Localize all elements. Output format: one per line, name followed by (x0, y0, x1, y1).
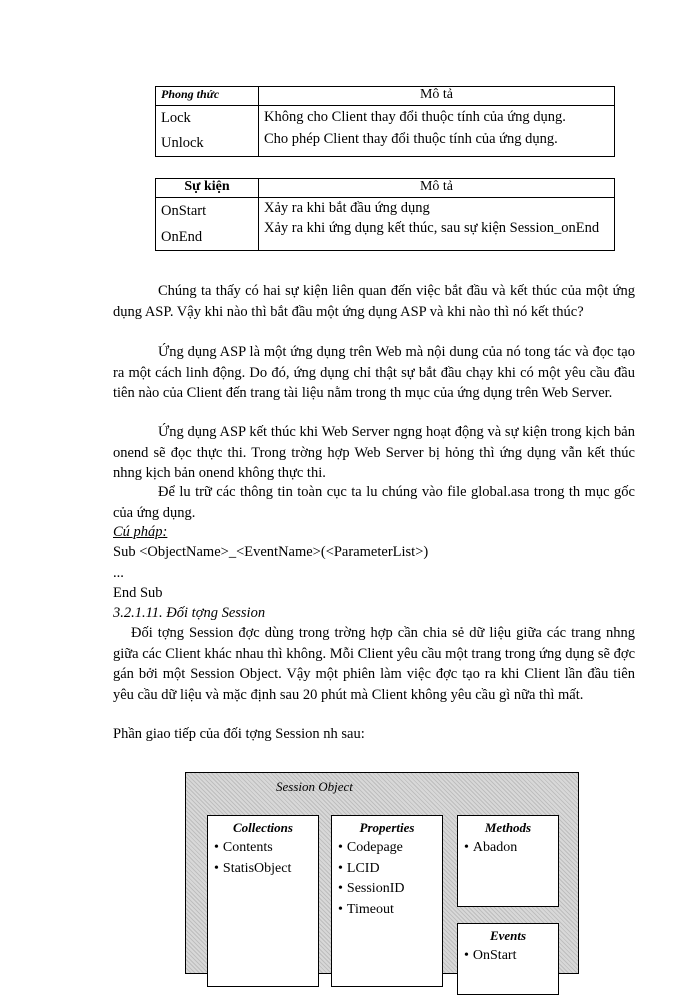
list-item: • Timeout (332, 900, 442, 921)
method-desc: Cho phép Client thay đổi thuộc tính của ứng dụng. (264, 131, 558, 147)
method-names-cell (156, 106, 259, 157)
table-row (156, 106, 615, 157)
section-heading: 3.2.1.11. Đối tợng Session (113, 605, 266, 621)
paragraph: Ứng dụng ASP kết thúc khi Web Server ngng hoạt động và sự kiện trong kịch bản onend sẽ đọc thực thi. Trong trờng hợp Web Server bị hỏng thì ứng dụng vẫn kết thúc nhng kịch bản onend không thực thi. (113, 424, 635, 481)
event-names-cell (156, 198, 259, 251)
paragraph: Để lu trữ các thông tin toàn cục ta lu chúng vào file global.asa trong th mục gốc của ứng dụng. (113, 484, 635, 521)
list-item: • SessionID (332, 879, 442, 900)
syntax-line: Sub <ObjectName>_<EventName>(<ParameterList>) (113, 544, 429, 560)
header-description: Mô tả (259, 87, 615, 106)
list-item: • Abadon (458, 838, 558, 859)
event-desc: Xảy ra khi bắt đầu ứng dụng (264, 200, 430, 216)
method-name: Unlock (161, 135, 204, 151)
table-row (156, 198, 615, 251)
methods-header: Methods (484, 820, 532, 835)
event-name: OnStart (161, 203, 207, 219)
collections-box (207, 815, 319, 987)
session-object-diagram (185, 772, 579, 974)
list-item: • Codepage (332, 838, 442, 859)
list-item: • Contents (208, 838, 318, 859)
methods-box (457, 815, 559, 907)
method-name: Lock (161, 110, 191, 126)
method-desc: Không cho Client thay đổi thuộc tính của ứng dụng. (264, 109, 566, 125)
interface-line: Phần giao tiếp của đối tợng Session nh sau: (113, 726, 365, 742)
properties-header: Properties (359, 820, 415, 835)
paragraph: Đối tợng Session đợc dùng trong trờng hợp cần chia sẻ dữ liệu giữa các trang nhng giữa các Client khác nhau thì không. Mỗi Client yêu cầu một trang trong ứng dụng sẽ đợc gán bởi một Session Object. Vậy một phiên làm việc đợc tạo ra khi Client lần đầu tiên yêu cầu dữ liệu và mặc định sau 20 phút mà Client không yêu cầu gì nữa thì mất. (113, 625, 635, 703)
syntax-line: ... (113, 565, 124, 581)
paragraph: Chúng ta thấy có hai sự kiện liên quan đến việc bắt đầu và kết thúc của một ứng dụng ASP. Vậy khi nào thì bắt đầu một ứng dụng ASP và khi nào thì nó kết thúc? (113, 283, 635, 320)
paragraph: Ứng dụng ASP là một ứng dụng trên Web mà nội dung của nó tong tác và đọc tạo ra một cách linh động. Do đó, ứng dụng chỉ thật sự bắt đầu chạy khi có một yêu cầu đầu tiên nào của Client đến trang tài liệu nằm trong th mục của ứng dụng trên Web Server. (113, 344, 635, 401)
list-item: • StatisObject (208, 859, 318, 880)
events-header: Events (489, 928, 527, 943)
list-item: • OnStart (458, 946, 558, 967)
collections-header: Collections (233, 820, 293, 835)
event-name: OnEnd (161, 229, 203, 245)
header-method: Phong thức (156, 87, 259, 106)
event-desc-cell (259, 198, 615, 251)
syntax-line: End Sub (113, 585, 163, 601)
list-item: • LCID (332, 859, 442, 880)
header-description: Mô tả (259, 179, 615, 198)
event-desc: Xảy ra khi ứng dụng kết thúc, sau sự kiện Session_onEnd (264, 220, 600, 236)
table-header-row (156, 87, 615, 106)
properties-box (331, 815, 443, 987)
syntax-label: Cú pháp: (113, 524, 168, 540)
methods-table (155, 86, 615, 157)
diagram-title: Session Object (276, 779, 353, 794)
events-table (155, 178, 615, 251)
header-event: Sự kiện (156, 179, 259, 198)
table-header-row (156, 179, 615, 198)
method-desc-cell (259, 106, 615, 157)
events-box (457, 923, 559, 995)
